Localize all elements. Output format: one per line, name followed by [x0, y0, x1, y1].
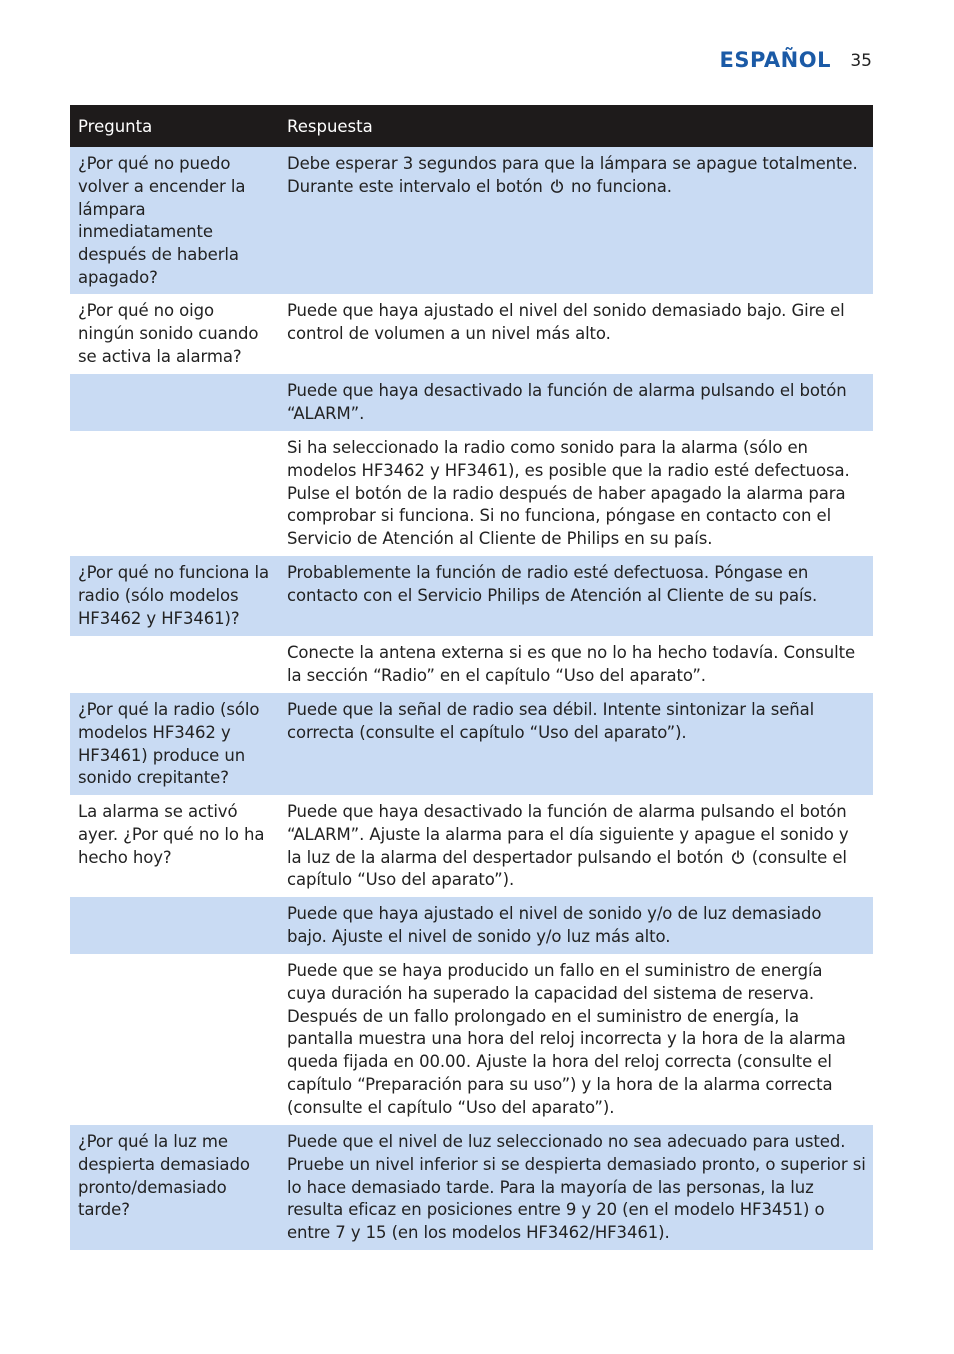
table-row — [70, 431, 873, 556]
language-label: ESPAÑOL — [719, 48, 831, 72]
table-row — [70, 294, 873, 374]
answer-cell — [279, 693, 873, 795]
table-row — [70, 147, 873, 294]
table-row — [70, 374, 873, 431]
answer-text-continued: no funciona. — [571, 176, 672, 196]
question-cell — [70, 954, 279, 1125]
faq-body — [70, 147, 873, 1250]
question-cell — [70, 374, 279, 431]
answer-text: Puede que haya ajustado el nivel del sonido demasiado bajo. Gire el control de volumen a un nivel más alto. — [287, 301, 845, 343]
answer-text: Conecte la antena externa si es que no lo ha hecho todavía. Consulte la sección “Radio” en el capítulo “Uso del aparato”. — [287, 643, 856, 685]
table-row — [70, 556, 873, 636]
answer-cell — [279, 556, 873, 636]
column-header-answer: Respuesta — [279, 105, 873, 147]
question-cell: La alarma se activó ayer. ¿Por qué no lo ha hecho hoy? — [70, 795, 279, 897]
table-header-row — [70, 105, 873, 147]
table-row — [70, 954, 873, 1125]
answer-cell — [279, 636, 873, 693]
answer-cell — [279, 954, 873, 1125]
answer-text: Probablemente la función de radio esté defectuosa. Póngase en contacto con el Servicio Philips de Atención al Cliente de su país. — [287, 563, 818, 605]
answer-text: Puede que haya desactivado la función de alarma pulsando el botón “ALARM”. — [287, 381, 847, 423]
answer-cell — [279, 897, 873, 954]
answer-text: Puede que la señal de radio sea débil. Intente sintonizar la señal correcta (consulte el capítulo “Uso del aparato”). — [287, 700, 815, 742]
column-header-question: Pregunta — [70, 105, 279, 147]
question-cell: ¿Por qué no funciona la radio (sólo modelos HF3462 y HF3461)? — [70, 556, 279, 636]
answer-text: Si ha seleccionado la radio como sonido para la alarma (sólo en modelos HF3462 y HF3461), es posible que la radio esté defectuosa. Pulse el botón de la radio después de haber apagado la alarma para comprobar si funciona. Si no funciona, póngase en contacto con el Servicio de Atención al Cliente de Philips en su país. — [287, 438, 850, 549]
table-row — [70, 636, 873, 693]
table-row — [70, 1125, 873, 1250]
table-row — [70, 795, 873, 897]
question-cell — [70, 636, 279, 693]
question-cell — [70, 431, 279, 556]
answer-cell — [279, 1125, 873, 1250]
power-button-icon — [550, 179, 564, 193]
question-cell: ¿Por qué la luz me despierta demasiado pronto/demasiado tarde? — [70, 1125, 279, 1250]
answer-text: Puede que haya ajustado el nivel de sonido y/o de luz demasiado bajo. Ajuste el nivel de sonido y/o luz más alto. — [287, 904, 822, 946]
question-cell: ¿Por qué no oigo ningún sonido cuando se activa la alarma? — [70, 294, 279, 374]
answer-text: Puede que el nivel de luz seleccionado no sea adecuado para usted. Pruebe un nivel inferior si se despierta demasiado pronto, o superior si lo hace demasiado tarde. Para la mayoría de las personas, la luz resulta eficaz en posiciones entre 9 y 20 (en el modelo HF3451) o entre 7 y 15 (en los modelos HF3462/HF3461). — [287, 1132, 866, 1243]
page-header — [0, 48, 954, 76]
answer-cell — [279, 795, 873, 897]
question-cell: ¿Por qué la radio (sólo modelos HF3462 y HF3461) produce un sonido crepitante? — [70, 693, 279, 795]
answer-text: Puede que se haya producido un fallo en el suministro de energía cuya duración ha superado la capacidad del sistema de reserva. Después de un fallo prolongado en el suministro de energía, la pantalla muestra una hora del reloj incorrecta y la hora de la alarma queda fijada en 00.00. Ajuste la hora del reloj correcta (consulte el capítulo “Preparación para su uso”) y la hora de la alarma correcta (consulte el capítulo “Uso del aparato”). — [287, 961, 846, 1117]
question-cell: ¿Por qué no puedo volver a encender la lámpara inmediatamente después de haberla apagado? — [70, 147, 279, 294]
faq-table — [70, 105, 873, 1250]
answer-cell — [279, 374, 873, 431]
answer-text-continued: (consulte el capítulo “Uso del aparato”). — [287, 847, 847, 890]
answer-text: Debe esperar 3 segundos para que la lámpara se apague totalmente. Durante este intervalo el botón — [287, 154, 858, 196]
answer-cell — [279, 431, 873, 556]
power-button-icon — [731, 850, 745, 864]
answer-text: Puede que haya desactivado la función de alarma pulsando el botón “ALARM”. Ajuste la alarma para el día siguiente y apague el sonido y la luz de la alarma del despertador pulsando el botón — [287, 802, 849, 867]
page-number: 35 — [850, 51, 872, 71]
answer-cell — [279, 147, 873, 294]
table-row — [70, 897, 873, 954]
answer-cell — [279, 294, 873, 374]
table-row — [70, 693, 873, 795]
question-cell — [70, 897, 279, 954]
